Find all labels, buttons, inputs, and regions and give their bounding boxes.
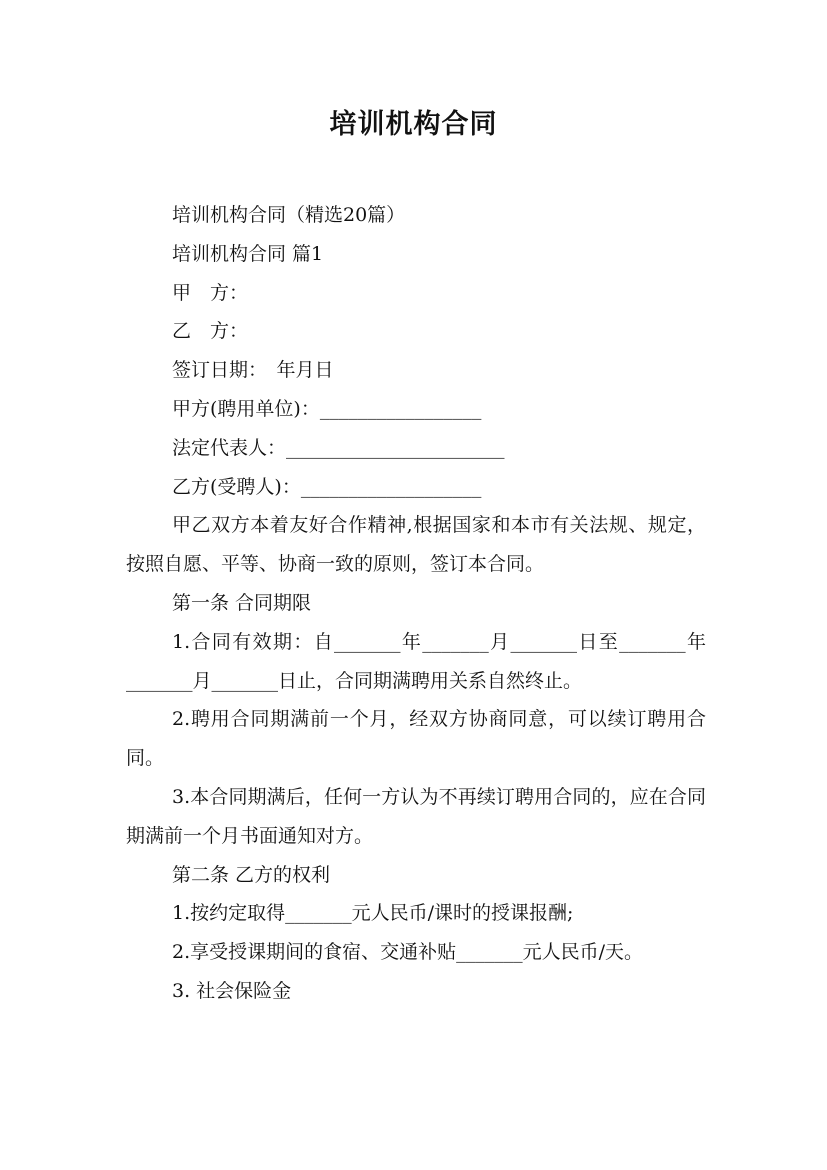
article-2-clause-2: 2.享受授课期间的食宿、交通补贴_______元人民币/天。 bbox=[172, 941, 644, 964]
document-title: 培训机构合同 bbox=[329, 109, 498, 140]
employer-field-line: 甲方(聘用单位)：_________________ bbox=[172, 397, 482, 420]
article-2-clause-3: 3. 社会保险金 bbox=[172, 979, 292, 1002]
article-1-heading: 第一条 合同期限 bbox=[172, 591, 312, 614]
document-body bbox=[126, 196, 706, 1011]
article-1-clause-3: 3.本合同期满后，任何一方认为不再续订聘用合同的，应在合同期满前一个月书面通知对方。 bbox=[126, 785, 706, 847]
article-2-clause-1: 1.按约定取得_______元人民币/课时的授课报酬; bbox=[172, 902, 574, 925]
signing-date-line: 签订日期： 年月日 bbox=[172, 359, 334, 382]
party-b-line: 乙 方： bbox=[172, 320, 249, 343]
employee-field-line: 乙方(受聘人)：___________________ bbox=[172, 475, 482, 498]
preamble-paragraph: 甲乙双方本着友好合作精神,根据国家和本市有关法规、规定，按照自愿、平等、协商一致的原则，签订本合同。 bbox=[126, 514, 706, 576]
legal-representative-line: 法定代表人：_______________________ bbox=[172, 436, 505, 459]
article-2-heading: 第二条 乙方的权利 bbox=[172, 863, 331, 886]
article-1-clause-2: 2.聘用合同期满前一个月，经双方协商同意，可以续订聘用合同。 bbox=[126, 708, 706, 770]
party-a-line: 甲 方： bbox=[172, 281, 249, 304]
article-1-clause-1: 1.合同有效期：自_______年_______月_______日至_______年_______月_______日止，合同期满聘用关系自然终止。 bbox=[126, 630, 706, 692]
paragraph-subtitle: 培训机构合同（精选20篇） bbox=[172, 204, 406, 226]
paragraph-section-heading: 培训机构合同 篇1 bbox=[172, 242, 324, 265]
